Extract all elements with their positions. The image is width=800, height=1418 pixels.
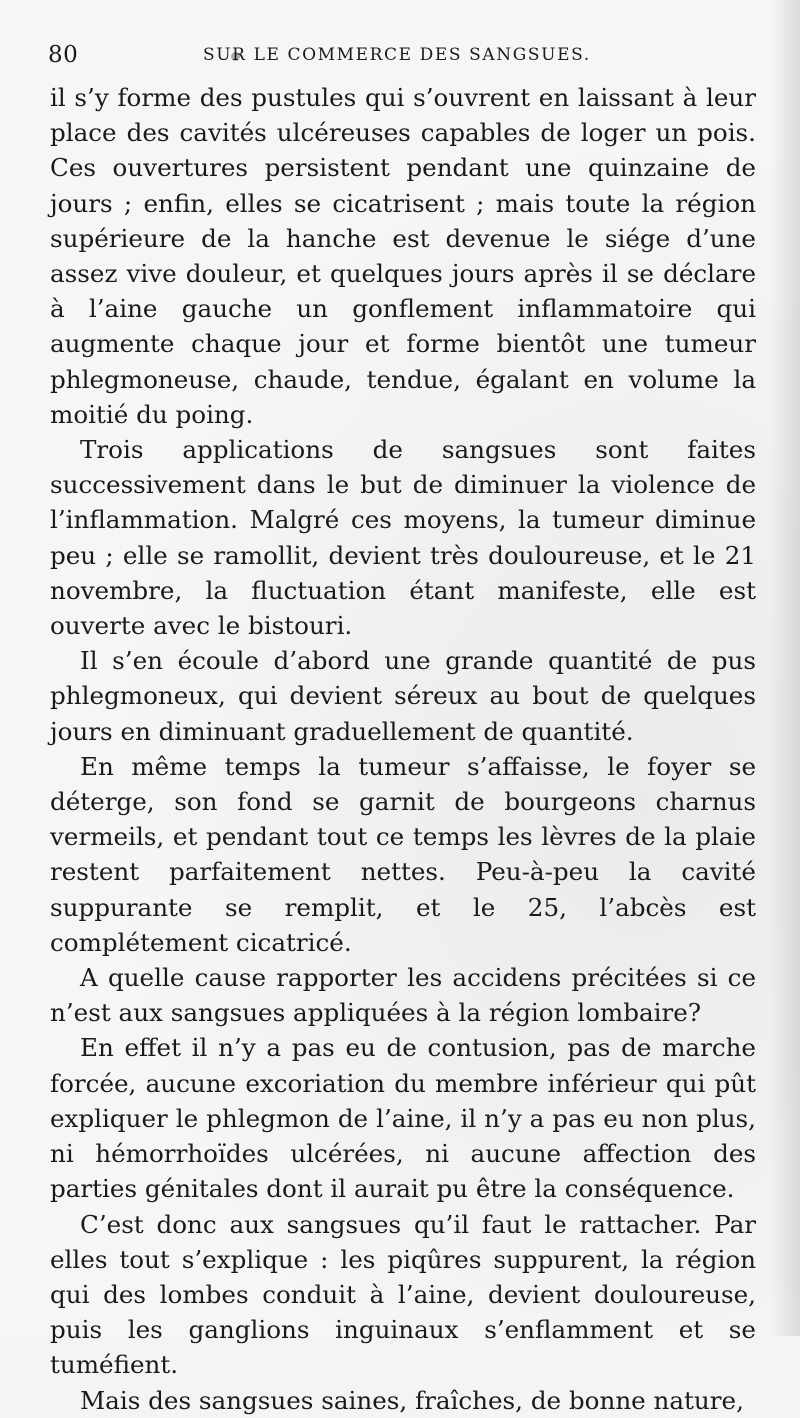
page-edge-shadow (770, 0, 800, 1336)
page-number: 80 (48, 42, 79, 68)
paragraph: Il s’en écoule d’abord une grande quantité de pus phlegmoneux, qui devient séreux au bout de quelques jours en diminuant graduellement de quantité. (50, 646, 756, 746)
paragraph: A quelle cause rapporter les accidens précitées si ce n’est aux sangsues appliquées à la région lombaire? (50, 963, 756, 1028)
paragraph: En effet il n’y a pas eu de contusion, pas de marche forcée, aucune excoriation du membre inférieur qui pût expliquer le phlegmon de l’aine, il n’y a pas eu non plus, ni hémorrhoïdes ulcérées, ni aucune affection des parties génitales dont il aurait pu être la conséquence. (50, 1033, 756, 1204)
paragraph: il s’y forme des pustules qui s’ouvrent en laissant à leur place des cavités ulcéreuses capables de loger un pois. Ces ouvertures persistent pendant une quinzaine de jours ; enfin, elles se cicatrisent ; mais toute la région supérieure de la hanche est devenue le siége d’une assez vive douleur, et quelques jours après il se déclare à l’aine gauche un gonflement inflammatoire qui augmente chaque jour et forme bientôt une tumeur phlegmoneuse, chaude, tendue, égalant en volume la moitié du poing. (50, 83, 756, 429)
page-header (48, 42, 758, 76)
paragraph: En même temps la tumeur s’affaisse, le foyer se déterge, son fond se garnit de bourgeons charnus vermeils, et pendant tout ce temps les lèvres de la plaie restent parfaitement nettes. Peu-à-peu la cavité suppurante se remplit, et le 25, l’abcès est complétement cicatricé. (50, 751, 756, 957)
paragraph: Trois applications de sangsues sont faites successivement dans le but de diminuer la violence de l’inflammation. Malgré ces moyens, la tumeur diminue peu ; elle se ramollit, devient très douloureuse, et le 21 novembre, la fluctuation étant manifeste, elle est ouverte avec le bistouri. (50, 435, 756, 641)
paragraph: Mais des sangsues saines, fraîches, de bonne nature, (80, 1385, 744, 1415)
body-text (50, 80, 756, 1418)
running-title: SUR LE COMMERCE DES SANGSUES. (203, 45, 591, 65)
paragraph: C’est donc aux sangsues qu’il faut le rattacher. Par elles tout s’explique : les piqûres suppurent, la région qui des lombes conduit à l’aine, devient douloureuse, puis les ganglions inguinaux s’enflamment et se tuméfient. (50, 1209, 756, 1380)
